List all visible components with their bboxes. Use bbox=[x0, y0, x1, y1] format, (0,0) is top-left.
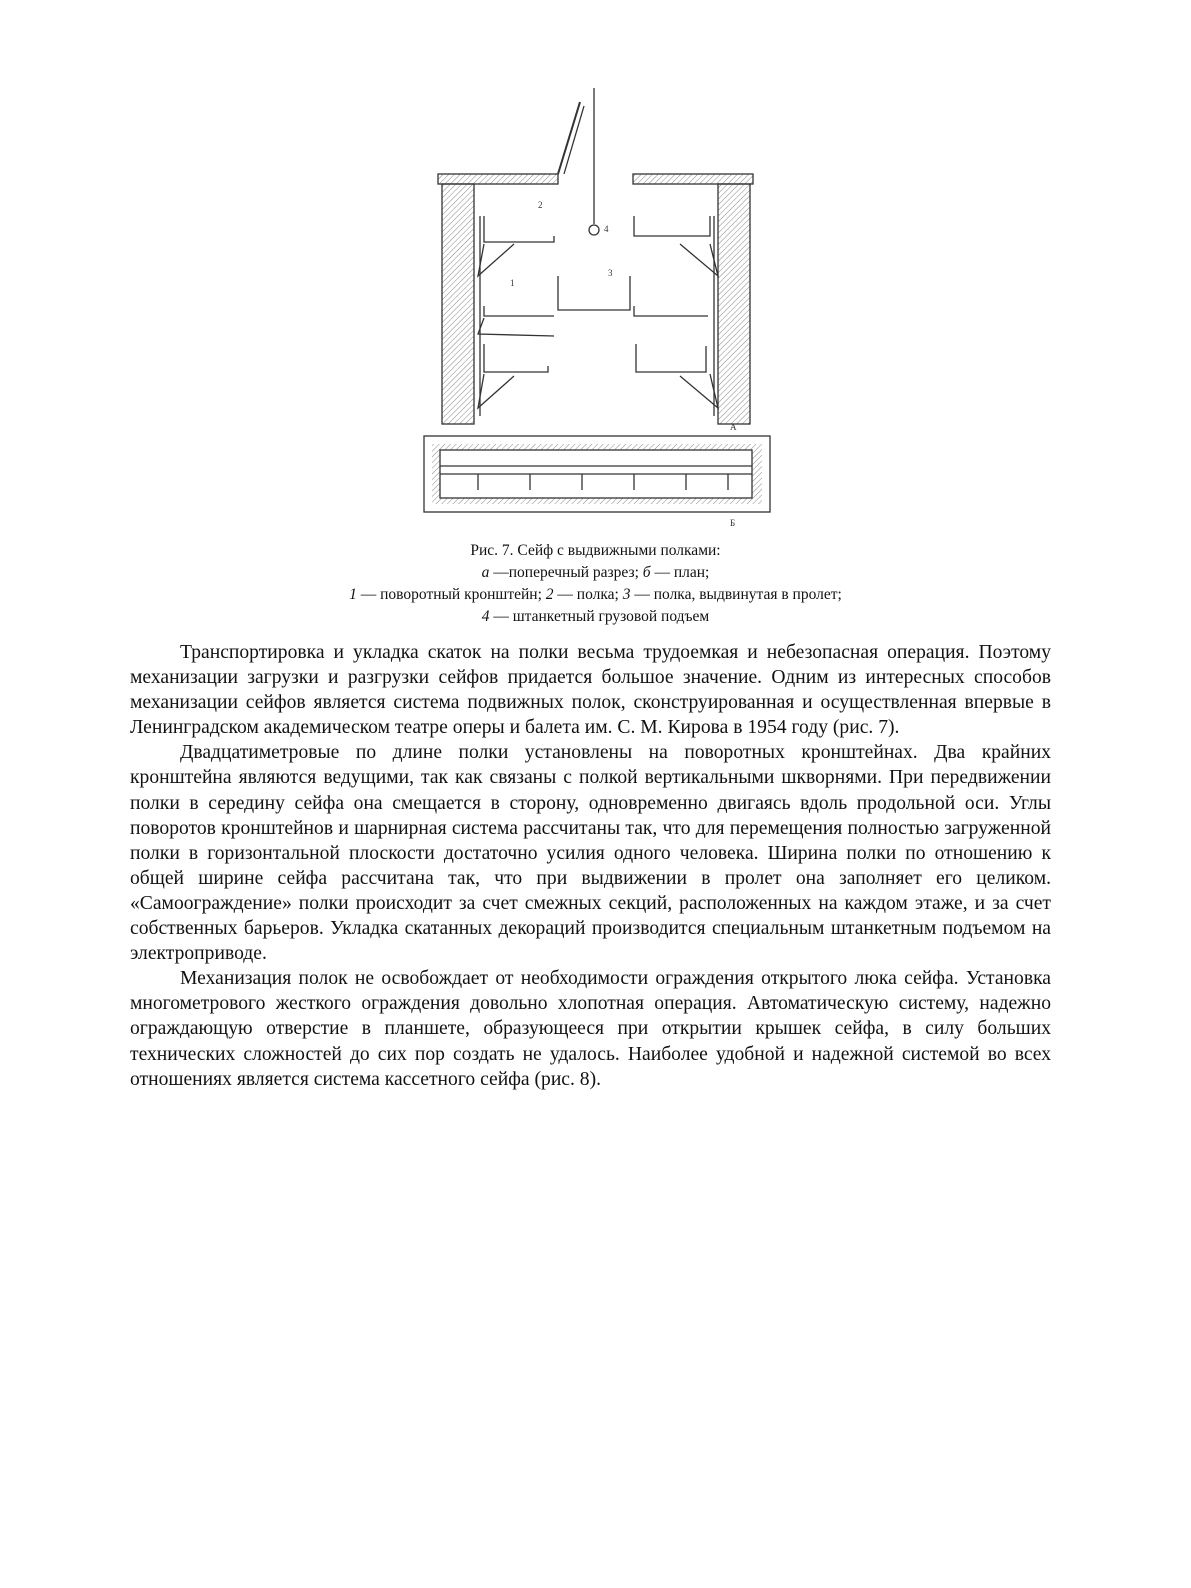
callout-3: 3 bbox=[608, 268, 613, 278]
safe-cross-section-and-plan bbox=[418, 86, 778, 532]
extended-shelf bbox=[558, 276, 630, 310]
right-shelves bbox=[634, 216, 718, 416]
hoist-hook bbox=[589, 225, 599, 235]
figure-caption bbox=[190, 540, 1001, 628]
callout-B: Б bbox=[730, 518, 736, 528]
callout-A: А bbox=[730, 422, 737, 432]
caption-line-2: а —поперечный разрез; б — план; bbox=[481, 564, 710, 581]
left-shelves bbox=[478, 216, 554, 416]
left-deck-slab bbox=[438, 174, 558, 184]
article-body bbox=[130, 640, 1051, 1092]
figure-safe-drawing bbox=[418, 86, 778, 532]
paragraph: Транспортировка и укладка скаток на полки весьма трудоемкая и небезопасная операция. Поэтому механизации загрузки и разгрузки сейфов придается большое значение. Одним из интересных способов механизации сейфов является система подвижных полок, сконструированная и осуществленная впервые в Ленинградском академическом театре оперы и балета им. С. М. Кирова в 1954 году (рис. 7). bbox=[130, 642, 1051, 739]
callout-4: 4 bbox=[604, 224, 609, 234]
left-wall bbox=[442, 184, 474, 424]
paragraph: Двадцатиметровые по длине полки установлены на поворотных кронштейнах. Два крайних кронштейна являются ведущими, так как связаны с полкой вертикальными шкворнями. При передвижении полки в середину сейфа она смещается в сторону, одновременно двигаясь вдоль продольной оси. Углы поворотов кронштейнов и шарнирная система рассчитаны так, что для перемещения полностью загруженной полки в горизонтальной плоскости достаточно усилия одного человека. Ширина полки по отношению к общей ширине сейфа рассчитана так, что при выдвижении в пролет она заполняет его целиком. «Самоограждение» полки происходит за счет смежных секций, расположенных на каждом этаже, и за счет собственных барьеров. Укладка скатанных декораций производится специальным штанкетным подъемом на электроприводе. bbox=[130, 742, 1051, 965]
caption-title: Рис. 7. Сейф с выдвижными полками: bbox=[470, 542, 721, 559]
caption-line-3: 1 — поворотный кронштейн; 2 — полка; 3 — полка, выдвинутая в пролет; bbox=[349, 586, 842, 603]
right-wall bbox=[718, 184, 750, 424]
open-lid bbox=[558, 102, 580, 174]
callout-1: 1 bbox=[510, 278, 515, 288]
caption-line-4: 4 — штанкетный грузовой подъем bbox=[481, 608, 710, 625]
right-deck-slab bbox=[633, 174, 753, 184]
callout-2: 2 bbox=[538, 200, 543, 210]
paragraph: Механизация полок не освобождает от необходимости ограждения открытого люка сейфа. Установка многометрового жесткого ограждения довольно хлопотная операция. Автоматическую систему, надежно ограждающую отверстие в планшете, образующееся при открытии крышек сейфа, в силу больших технических сложностей до сих пор создать не удалось. Наиболее удобной и надежной системой во всех отношениях является система кассетного сейфа (рис. 8). bbox=[130, 968, 1051, 1090]
